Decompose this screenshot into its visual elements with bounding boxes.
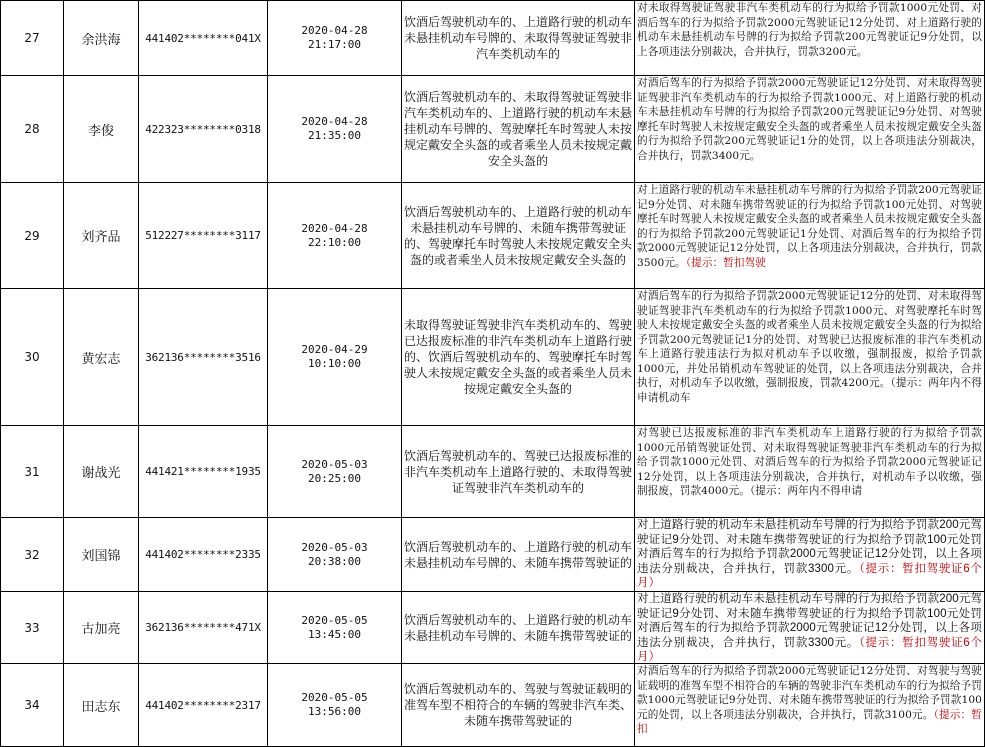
violation-description [402,664,635,747]
row-number [1,426,64,518]
row-number-text: 28 [24,122,40,136]
penalty-decision [635,183,985,289]
violation-description [402,1,635,76]
penalty-text: 对酒后驾车的行为拟给予罚款2000元驾驶证记12分处罚、对驾驶与驾驶证载明的准驾车型不相符合的车辆的驾驶非汽车类机动车的行为拟给予罚款1000元驾驶证记9分处罚、对未随车携带驾驶证的行为拟给予罚款100元的处罚，以上各项违法分别裁决，合并执行，罚款3100元。 [637,665,982,721]
penalty-hint: （提示：暂扣驾驶证6个月） [637,562,982,589]
violation-time: 13:45:00 [308,627,361,641]
person-name-text: 古加亮 [81,622,121,637]
person-name [64,183,139,289]
penalty-text: 对上道路行驶的机动车未悬挂机动车号牌的行为拟给予罚款200元驾驶证记9分处罚、对未随车携带驾驶证的行为拟给予罚款100元处罚、对驾驶摩托车时驾驶人未按规定戴安全头盔的或者乘坐人员未按规定戴安全头盔的行为拟给予罚款200元驾驶证记1分处罚、对酒后驾车的行为拟给予罚款2000元驾驶证记12分处罚，以上各项违法分别裁决，合并执行，罚款3500元。 [637,184,982,269]
person-name-text: 李俊 [87,123,114,139]
violation-description-text: 饮酒后驾驶机动车的、上道路行驶的机动车未悬挂机动车号牌的、未随车携带驾驶证的、驾驶摩托车时驾驶人未按规定戴安全头盔的或者乘坐人员未按规定戴安全头盔的 [403,204,632,267]
violation-date: 2020-04-29 [301,343,368,356]
id-number-text: 441421********1935 [145,465,261,478]
violation-date: 2020-05-03 [301,540,368,554]
person-name [64,76,139,183]
person-name [64,426,139,518]
row-number [1,518,64,592]
violation-datetime [268,664,402,747]
violation-date: 2020-04-28 [301,115,368,128]
violation-time: 20:25:00 [308,471,361,485]
violation-time: 21:35:00 [308,129,361,142]
id-number-text: 441402********2335 [145,548,261,561]
violation-time: 20:38:00 [308,554,361,568]
id-number [139,592,268,664]
row-number-text: 27 [24,31,40,45]
id-number-text: 422323********0318 [145,122,261,136]
id-number [139,664,268,747]
id-number-text: 512227********3117 [145,229,261,242]
row-number-text: 34 [24,698,40,712]
row-number-text: 32 [24,547,40,562]
person-name [64,518,139,592]
violation-date: 2020-05-03 [301,457,368,471]
table-row [1,183,985,289]
person-name-text: 黄宏志 [81,351,121,367]
id-number-text: 362136********471X [145,621,261,634]
row-number-text: 30 [24,350,40,364]
violation-datetime [268,426,402,518]
table-row [1,426,985,518]
penalty-text: 对上道路行驶的机动车未悬挂机动车号牌的行为拟给予罚款200元驾驶证记9分处罚、对未随车携带驾驶证的行为拟给予罚款100元处罚对酒后驾车的行为拟给予罚款2000元驾驶证记12分处罚，以上各项违法分别裁决，合并执行，罚款3300元。 [637,593,982,649]
person-name [64,592,139,664]
row-number [1,1,64,76]
violation-datetime [268,518,402,592]
violation-description-text: 饮酒后驾驶机动车的、上道路行驶的机动车未悬挂机动车号牌的、未随车携带驾驶证的 [403,612,632,643]
penalty-decision [635,426,985,518]
table-row [1,289,985,426]
person-name-text: 刘齐品 [81,230,121,245]
penalty-text: 对酒后驾车的行为拟给予罚款2000元驾驶证记12分的处罚、对未取得驾驶证驾驶非汽车类机动车的行为拟给予罚款1000元、对驾驶摩托车时驾驶人未按规定戴安全头盔的或者乘坐人员未按规定戴安全头盔的行为拟给予罚款200元驾驶证记1分的处罚、对驾驶已达报废标准的非汽车类机动车上道路行驶违法行为拟对机动车予以收缴，强制报废，拟给予罚款1000元，并处吊销机动车驾驶证的处罚，以上各项违法分别裁决，合并执行，对机动车予以收缴，强制报废，罚款4200元。（提示：两年内不得申请机动车 [637,290,982,404]
violation-description-text: 饮酒后驾驶机动车的、上道路行驶的机动车未悬挂机动车号牌的、未取得驾驶证驾驶非汽车类机动车的 [403,15,632,61]
penalty-hint: （提示：暂扣 [637,708,982,735]
penalty-decision [635,664,985,747]
row-number-text: 29 [24,228,40,243]
id-number [139,76,268,183]
violation-time: 13:56:00 [308,705,361,718]
person-name-text: 谢战光 [81,466,121,481]
violation-datetime [268,1,402,76]
row-number-text: 31 [24,464,40,479]
id-number [139,289,268,426]
violation-datetime [268,76,402,183]
penalty-text: 对驾驶已达报废标准的非汽车类机动车上道路行驶的行为拟给予罚款1000元吊销驾驶证处罚、对未取得驾驶证驾驶非汽车类机动车的行为拟给予罚款1000元处罚、对酒后驾车的行为拟给予罚款2000元驾驶证记12分处罚，以上各项违法分别裁决，合并执行，对机动车予以收缴，强制报废，罚款4000元。（提示：两年内不得申请 [637,427,982,497]
penalty-text: 对未取得驾驶证驾驶非汽车类机动车的行为拟给予罚款1000元处罚、对酒后驾车的行为拟给予罚款2000元驾驶证记12分处罚、对上道路行驶的机动车未悬挂机动车号牌的行为拟给予罚款200元驾驶证记9分处罚，以上各项违法分别裁决，合并执行，罚款3200元。 [637,2,982,58]
penalty-decision [635,518,985,592]
table-row [1,76,985,183]
person-name [64,1,139,76]
penalty-decision [635,289,985,426]
table-row [1,592,985,664]
violation-date: 2020-04-28 [301,221,368,235]
violation-time: 21:17:00 [308,38,361,51]
person-name-text: 刘国锦 [81,549,121,564]
penalty-hint: （提示：暂扣驾驶证6个月） [637,636,982,663]
violation-datetime [268,592,402,664]
violation-description-text: 未取得驾驶证驾驶非汽车类机动车的、驾驶已达报废标准的非汽车类机动车上道路行驶的、饮酒后驾驶机动车的、驾驶摩托车时驾驶人未按规定戴安全头盔的或者乘坐人员未按规定戴安全头盔的 [403,318,632,396]
violation-description [402,592,635,664]
table-row [1,664,985,747]
violation-date: 2020-04-28 [301,24,368,37]
id-number-text: 362136********3516 [145,350,261,364]
row-number [1,289,64,426]
row-number [1,183,64,289]
person-name-text: 余洪海 [81,32,121,48]
person-name-text: 田志东 [81,699,121,715]
id-number [139,426,268,518]
violation-date: 2020-05-05 [301,691,368,704]
penalty-text: 对上道路行驶的机动车未悬挂机动车号牌的行为拟给予罚款200元驾驶证记9分处罚、对未随车携带驾驶证的行为拟给予罚款100元处罚对酒后驾车的行为拟给予罚款2000元驾驶证记12分处罚，以上各项违法分别裁决，合并执行，罚款3300元。 [637,519,982,575]
person-name [64,664,139,747]
id-number [139,1,268,76]
id-number-text: 441402********2317 [145,698,261,712]
penalty-decision [635,1,985,76]
violation-description [402,183,635,289]
id-number-text: 441402********041X [145,31,261,45]
violation-time: 22:10:00 [308,235,361,249]
violation-description [402,76,635,183]
table-row [1,1,985,76]
violation-description [402,289,635,426]
violation-description-text: 饮酒后驾驶机动车的、未取得驾驶证驾驶非汽车类机动车的、上道路行驶的机动车未悬挂机动车号牌的、驾驶摩托车时驾驶人未按规定戴安全头盔的或者乘坐人员未按规定戴安全头盔的 [403,90,632,168]
id-number [139,183,268,289]
violation-description-text: 饮酒后驾驶机动车的、驾驶已达报废标准的非汽车类机动车上道路行驶的、未取得驾驶证驾驶非汽车类机动车的 [403,448,632,495]
row-number [1,76,64,183]
violation-date: 2020-05-05 [301,613,368,627]
penalty-decision [635,76,985,183]
violation-time: 10:10:00 [308,357,361,370]
penalty-decision [635,592,985,664]
person-name [64,289,139,426]
penalty-text: 对酒后驾车的行为拟给予罚款2000元驾驶证记12分处罚、对未取得驾驶证驾驶非汽车类机动车的行为拟给予罚款1000元、对上道路行驶的机动车未悬挂机动车号牌的行为拟给予罚款200元驾驶证记9分处罚、对驾驶摩托车时驾驶人未按规定戴安全头盔的或者乘坐人员未按规定戴安全头盔的行为拟给予罚款200元驾驶证记1分的处罚，以上各项违法分别裁决，合并执行，罚款3400元。 [637,77,982,162]
violation-datetime [268,183,402,289]
violation-description-text: 饮酒后驾驶机动车的、上道路行驶的机动车未悬挂机动车号牌的、未随车携带驾驶证的 [403,539,632,570]
row-number [1,592,64,664]
violation-description [402,426,635,518]
violation-datetime [268,289,402,426]
penalty-hint: （提示：暂扣驾驶 [685,256,766,269]
id-number [139,518,268,592]
violation-description-text: 饮酒后驾驶机动车的、驾驶与驾驶证载明的准驾车型不相符合的车辆的驾驶非汽车类、未随车携带驾驶证的 [403,682,632,728]
table-row [1,518,985,592]
row-number [1,664,64,747]
violation-description [402,518,635,592]
row-number-text: 33 [24,620,40,635]
